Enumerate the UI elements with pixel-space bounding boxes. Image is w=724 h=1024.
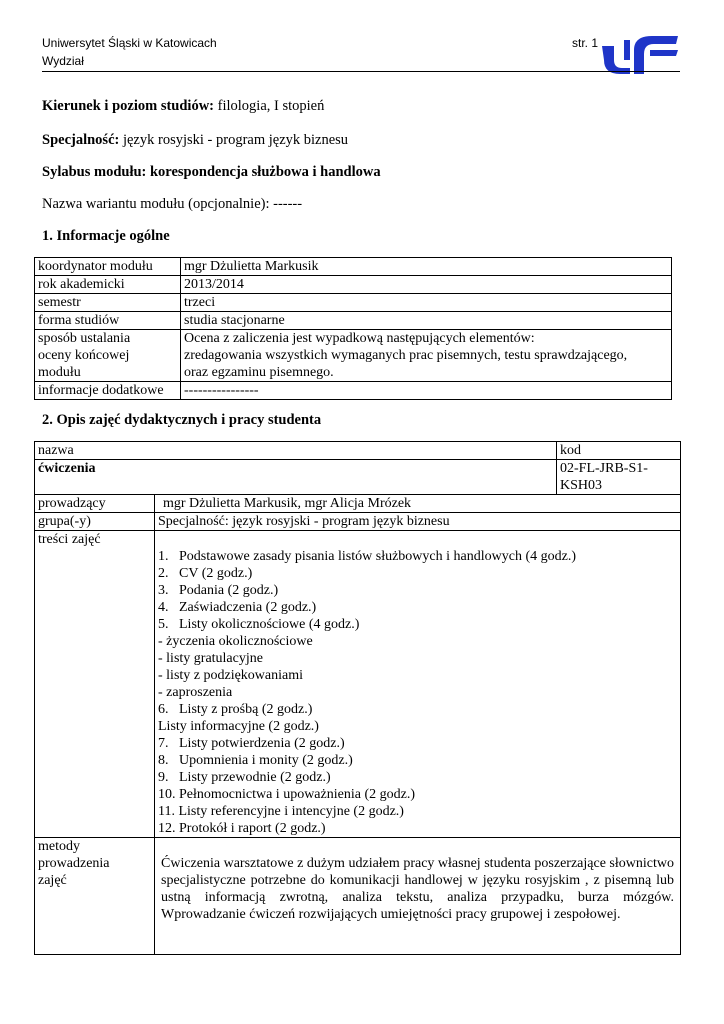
nazwa-header: nazwa	[35, 442, 557, 460]
list-item: 10. Pełnomocnictwa i upoważnienia (2 godz.)	[158, 787, 415, 802]
table-row	[35, 382, 672, 400]
table-row	[35, 276, 672, 294]
kierunek-value: filologia, I stopień	[214, 98, 325, 114]
info-label: forma studiów	[35, 312, 181, 330]
info-value: mgr Dżulietta Markusik	[181, 258, 672, 276]
list-item: 5. Listy okolicznościowe (4 godz.)	[158, 617, 360, 632]
table-row	[35, 294, 672, 312]
course-table	[34, 441, 681, 955]
table-row	[35, 258, 672, 276]
prowadzacy-label: prowadzący	[35, 495, 155, 513]
info-value: trzeci	[181, 294, 672, 312]
kod-line: 02-FL-JRB-S1-	[560, 461, 648, 476]
tresci-list	[158, 548, 677, 837]
tresci-label: treści zajęć	[35, 531, 155, 838]
table-row	[35, 531, 681, 838]
header-divider	[42, 71, 680, 72]
kierunek-line	[42, 97, 324, 115]
label-line: modułu	[38, 365, 81, 380]
list-item: Listy informacyjne (2 godz.)	[158, 719, 319, 734]
list-item: 12. Protokół i raport (2 godz.)	[158, 821, 326, 836]
page-header	[42, 34, 598, 70]
specjalnosc-value: język rosyjski - program język biznesu	[119, 132, 349, 148]
kod-value	[557, 460, 681, 495]
label-line: sposób ustalania	[38, 331, 131, 346]
info-label	[35, 330, 181, 382]
list-item: 2. CV (2 godz.)	[158, 566, 253, 581]
table-row	[35, 330, 672, 382]
value-line: Ocena z zaliczenia jest wypadkową następujących elementów:	[184, 331, 535, 346]
nazwa-value: ćwiczenia	[35, 460, 557, 495]
page-number: str. 1	[571, 36, 598, 50]
info-label: rok akademicki	[35, 276, 181, 294]
table-row	[35, 312, 672, 330]
grupa-value: Specjalność: język rosyjski - program język biznesu	[155, 513, 681, 531]
info-value: 2013/2014	[181, 276, 672, 294]
table-row	[35, 460, 681, 495]
list-item: 7. Listy potwierdzenia (2 godz.)	[158, 736, 345, 751]
info-label: semestr	[35, 294, 181, 312]
wariant-line: Nazwa wariantu modułu (opcjonalnie): ------	[42, 196, 303, 212]
list-item: - listy gratulacyjne	[158, 651, 263, 666]
kod-header: kod	[557, 442, 681, 460]
sylabus-title: Sylabus modułu: korespondencja służbowa i handlowa	[42, 164, 381, 180]
table-row	[35, 495, 681, 513]
list-item: 1. Podstawowe zasady pisania listów służbowych i handlowych (4 godz.)	[158, 549, 576, 564]
specjalnosc-label: Specjalność:	[42, 132, 120, 148]
list-item: 4. Zaświadczenia (2 godz.)	[158, 600, 317, 615]
list-item: 6. Listy z prośbą (2 godz.)	[158, 702, 313, 717]
info-table	[34, 257, 672, 400]
kierunek-label: Kierunek i poziom studiów:	[42, 98, 214, 114]
list-item: - listy z podziękowaniami	[158, 668, 304, 683]
info-value	[181, 330, 672, 382]
list-item: 8. Upomnienia i monity (2 godz.)	[158, 753, 353, 768]
prowadzacy-value: mgr Dżulietta Markusik, mgr Alicja Mrózek	[155, 495, 681, 513]
list-item: 11. Listy referencyjne i intencyjne (2 godz.)	[158, 804, 404, 819]
value-line: oraz egzaminu pisemnego.	[184, 365, 334, 380]
tresci-content	[155, 531, 681, 838]
metody-text: Ćwiczenia warsztatowe z dużym udziałem pracy własnej studenta poszerzające słownictwo specjalistyczne potrzebne do komunikacji handlowej w języku rosyjskim , z pisemną lub ustną informacją zwrotną, analiza tekstu, analiza przypadku, burza mózgów. Wprowadzanie ćwiczeń rozwijających umiejętności pracy grupowej i zespołowej.	[155, 838, 681, 955]
info-value: ----------------	[181, 382, 672, 400]
info-label: informacje dodatkowe	[35, 382, 181, 400]
list-item: 3. Podania (2 godz.)	[158, 583, 279, 598]
university-name: Uniwersytet Śląski w Katowicach	[42, 36, 217, 50]
kod-line: KSH03	[560, 478, 603, 493]
metody-label: metody prowadzenia zajęć	[35, 838, 155, 955]
table-row	[35, 442, 681, 460]
list-item: - zaproszenia	[158, 685, 233, 700]
faculty-name: Wydział	[42, 54, 84, 68]
grupa-label: grupa(-y)	[35, 513, 155, 531]
table-row	[35, 513, 681, 531]
info-label: koordynator modułu	[35, 258, 181, 276]
label-line: oceny końcowej	[38, 348, 130, 363]
section-1-heading: 1. Informacje ogólne	[42, 228, 170, 244]
list-item: - życzenia okolicznościowe	[158, 634, 313, 649]
value-line: zredagowania wszystkich wymaganych prac pisemnych, testu sprawdzającego,	[184, 348, 628, 363]
table-row	[35, 838, 681, 955]
section-2-heading: 2. Opis zajęć dydaktycznych i pracy studenta	[42, 412, 322, 428]
list-item: 9. Listy przewodnie (2 godz.)	[158, 770, 331, 785]
specjalnosc-line	[42, 131, 348, 149]
info-value: studia stacjonarne	[181, 312, 672, 330]
